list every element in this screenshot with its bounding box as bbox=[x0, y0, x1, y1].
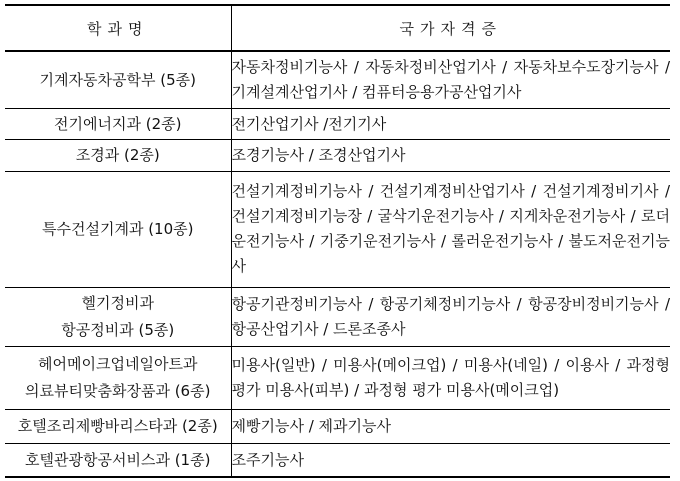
department-cell bbox=[5, 172, 231, 288]
table-row bbox=[5, 347, 670, 410]
certificate-list: 제빵기능사 / 제과기능사 bbox=[231, 410, 670, 444]
department-cell bbox=[5, 287, 231, 347]
certificate-list: 조경기능사 / 조경산업기사 bbox=[231, 140, 670, 172]
certificate-table bbox=[5, 4, 670, 478]
department-cell bbox=[5, 410, 231, 444]
certificate-list: 조주기능사 bbox=[231, 444, 670, 477]
department-name: 전기에너지과 (2종) bbox=[54, 114, 182, 133]
department-name: 의료뷰티맞춤화장품과 (6종) bbox=[25, 382, 211, 401]
certificate-list: 항공기관정비기능사 / 항공기체정비기능사 / 항공장비정비기능사 / 항공산업기사 / 드론조종사 bbox=[231, 287, 670, 347]
header-certificates: 국가자격증 bbox=[231, 5, 670, 51]
table-row bbox=[5, 444, 670, 477]
certificate-list: 자동차정비기능사 / 자동차정비산업기사 / 자동차보수도장기능사 / 기계설계산업기사 / 컴퓨터응용가공산업기사 bbox=[231, 51, 670, 109]
certificate-list: 전기산업기사 /전기기사 bbox=[231, 109, 670, 140]
department-cell bbox=[5, 109, 231, 140]
department-name: 항공정비과 (5종) bbox=[61, 321, 175, 340]
header-department: 학과명 bbox=[5, 5, 231, 51]
department-cell bbox=[5, 347, 231, 410]
table-row bbox=[5, 172, 670, 288]
department-name: 호텔관광항공서비스과 (1종) bbox=[25, 450, 211, 469]
department-cell bbox=[5, 444, 231, 477]
table-row bbox=[5, 109, 670, 140]
department-name: 특수건설기계과 (10종) bbox=[42, 219, 194, 238]
department-name: 헤어메이크업네일아트과 bbox=[38, 355, 198, 374]
department-cell bbox=[5, 140, 231, 172]
department-cell bbox=[5, 51, 231, 109]
department-name: 헬기정비과 bbox=[81, 294, 154, 313]
department-name: 호텔조리제빵바리스타과 (2종) bbox=[17, 417, 218, 436]
department-name: 조경과 (2종) bbox=[75, 146, 160, 165]
certificate-list: 건설기계정비기능사 / 건설기계정비산업기사 / 건설기계정비기사 / 건설기계정비기능장 / 굴삭기운전기능사 / 지게차운전기능사 / 로더운전기능사 / 기중기운전기능사 / 롤러운전기능사 / 불도저운전기능사 bbox=[231, 172, 670, 288]
table-row bbox=[5, 287, 670, 347]
certificate-list: 미용사(일반) / 미용사(메이크업) / 미용사(네일) / 이용사 / 과정형 평가 미용사(피부) / 과정형 평가 미용사(메이크업) bbox=[231, 347, 670, 410]
header-row bbox=[5, 5, 670, 51]
table-row bbox=[5, 410, 670, 444]
table-row bbox=[5, 140, 670, 172]
table-row bbox=[5, 51, 670, 109]
department-name: 기계자동차공학부 (5종) bbox=[39, 70, 196, 89]
